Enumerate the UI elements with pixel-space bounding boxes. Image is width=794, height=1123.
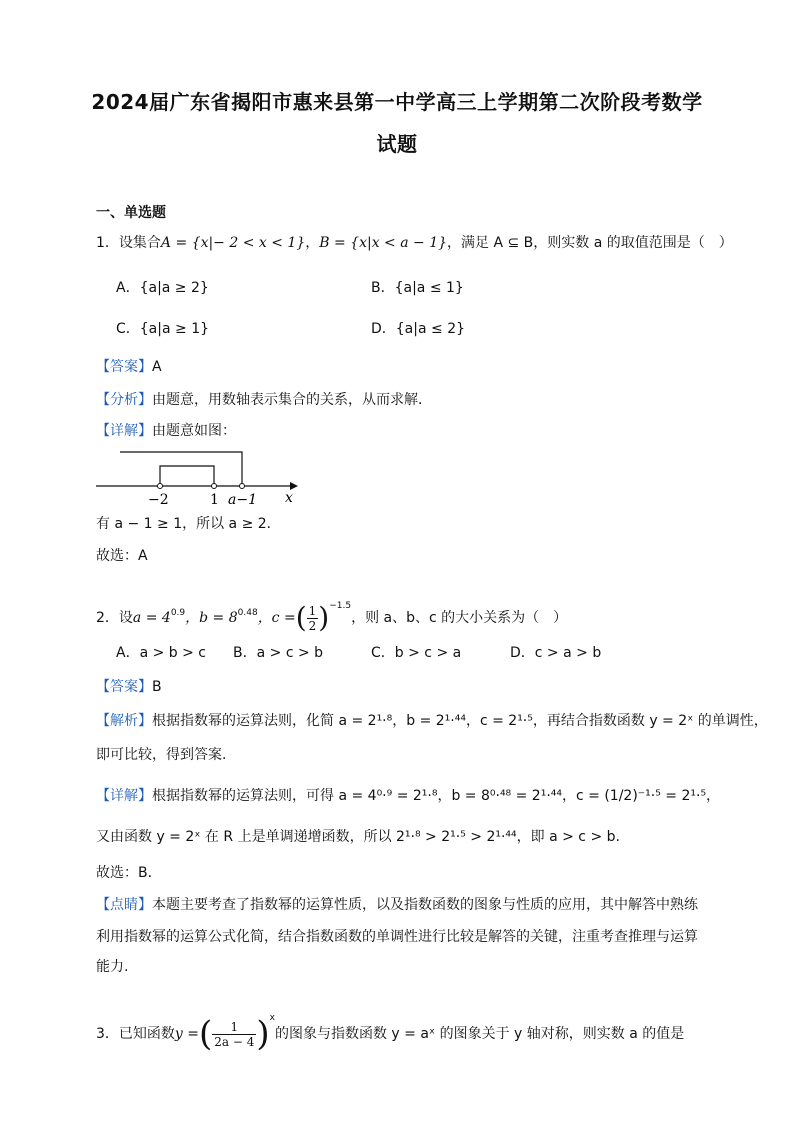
q2-comment-line2: 利用指数幂的运算公式化简，结合指数函数的单调性进行比较是解答的关键，注重考查推理与运算 <box>96 929 698 945</box>
q2-rest: ，则 a、b、c 的大小关系为（ ） <box>351 610 568 626</box>
q1-conclusion: 有 a − 1 ≥ 1，所以 a ≥ 2． <box>96 516 281 532</box>
q1-option-d: D．{a|a ≤ 2} <box>371 321 466 337</box>
q2-analysis-text: 根据指数幂的运算法则，化简 a = 2¹·⁸，b = 2¹·⁴⁴，c = 2¹·⁵，再结合指数函数 y = 2ˣ 的单调性， <box>152 713 768 729</box>
q1-choose: 故选：A <box>96 548 148 564</box>
q1-answer-tag: 【答案】 <box>96 359 152 375</box>
q2-answer <box>96 677 162 697</box>
q1-analysis <box>96 390 432 410</box>
q2-detail-line1 <box>96 786 720 806</box>
label-a-minus-1: a−1 <box>228 492 257 508</box>
q1-answer <box>96 357 162 377</box>
doc-title-line1: 2024届广东省揭阳市惠来县第一中学高三上学期第二次阶段考数学 <box>91 90 703 114</box>
q1-setB: B = {x|x < a − 1} <box>319 235 448 251</box>
point-1 <box>212 484 217 489</box>
q2-a-exp: 0.9 <box>170 608 186 618</box>
label-x: x <box>285 490 293 506</box>
q2-detail-line2: 又由函数 y = 2ˣ 在 R 上是单调递增函数，所以 2¹·⁸ > 2¹·⁵ > 2¹·⁴⁴，即 a > c > b. <box>96 829 620 845</box>
q2-answer-tag: 【答案】 <box>96 679 152 695</box>
q3-rest: 的图象与指数函数 y = aˣ 的图象关于 y 轴对称，则实数 a 的值是 <box>274 1026 685 1042</box>
q2-prefix: 2．设 <box>96 610 133 626</box>
q3-y-eq: y = <box>174 1026 200 1042</box>
q1-detail-text: 由题意如图： <box>152 423 236 439</box>
q1-detail-tag: 【详解】 <box>96 423 152 439</box>
q2-option-b: B．a > c > b <box>233 645 324 661</box>
set-b-bracket <box>120 452 242 486</box>
q2-b-exp: 0.48 <box>237 608 258 618</box>
q2-comment-line3: 能力. <box>96 959 129 975</box>
q1-setA: A = {x|− 2 < x < 1} <box>160 235 306 251</box>
q2-analysis-tag: 【解析】 <box>96 713 152 729</box>
q2-stem: 2．设$a = 4^{0.9}$，$b = 8^{0.48}$，c =( $\frac{1}{2}$ )$^{-1.5}$，则 a、b、c 的大小关系为（ ） <box>96 601 568 634</box>
set-a-bracket <box>160 466 214 486</box>
q2-comment-line1 <box>96 895 698 915</box>
q1-stem <box>96 233 733 253</box>
doc-title-line2: 试题 <box>376 132 418 156</box>
q2-option-a: A．a > b > c <box>116 645 207 661</box>
q2-answer-value: B <box>152 679 162 695</box>
q2-choose: 故选：B． <box>96 865 162 881</box>
q1-analysis-text: 由题意，用数轴表示集合的关系，从而求解． <box>152 392 432 408</box>
q1-prefix: 1．设集合 <box>96 235 161 251</box>
q3-exp: x <box>269 1013 275 1023</box>
axis-arrow-icon <box>290 482 298 490</box>
q2-detail-tag: 【详解】 <box>96 788 152 804</box>
q2-option-c: C．b > c > a <box>371 645 462 661</box>
q2-comment-text: 本题主要考查了指数幂的运算性质，以及指数函数的图象与性质的应用，其中解答中熟练 <box>152 897 698 913</box>
point-neg2 <box>158 484 163 489</box>
section-heading: 一、单选题 <box>96 205 166 221</box>
q1-analysis-tag: 【分析】 <box>96 392 152 408</box>
q1-detail <box>96 421 236 441</box>
q1-option-a: A．{a|a ≥ 2} <box>116 280 209 296</box>
q3-prefix: 3．已知函数 <box>96 1026 175 1042</box>
q2-comment-tag: 【点睛】 <box>96 897 152 913</box>
q2-c-frac: $\frac{1}{2}$ <box>308 603 317 633</box>
q1-comma: ， <box>305 235 320 251</box>
q2-analysis-line2: 即可比较，得到答案. <box>96 747 227 763</box>
q2-c-exp: −1.5 <box>329 601 352 611</box>
number-line-figure <box>92 446 312 508</box>
q3-frac: $\frac{1}{2a - 4}$ <box>214 1019 255 1049</box>
label-1: 1 <box>210 492 219 508</box>
q3-stem: 3．已知函数y =( $\frac{1}{2a - 4}$ )$^x$的图象与指数函数 y = aˣ 的图象关于 y 轴对称，则实数 a 的值是 <box>96 1013 685 1054</box>
q2-detail-text: 根据指数幂的运算法则，可得 a = 4⁰·⁹ = 2¹·⁸，b = 8⁰·⁴⁸ = 2¹·⁴⁴，c = (1/2)⁻¹·⁵ = 2¹·⁵， <box>152 788 721 804</box>
q2-analysis-line1 <box>96 711 768 731</box>
q1-answer-value: A <box>152 359 162 375</box>
q2-option-d: D．c > a > b <box>510 645 602 661</box>
q1-option-c: C．{a|a ≥ 1} <box>116 321 210 337</box>
q2-b-def: ，b = 8 <box>185 610 238 626</box>
q2-c-def: ，c = <box>257 610 296 626</box>
point-a-minus-1 <box>240 484 245 489</box>
label-neg2: −2 <box>148 492 169 508</box>
q1-option-b: B．{a|a ≤ 1} <box>371 280 464 296</box>
q2-a-def: a = 4 <box>132 610 171 626</box>
q1-rest: ，满足 A ⊆ B，则实数 a 的取值范围是（ ） <box>447 235 733 251</box>
